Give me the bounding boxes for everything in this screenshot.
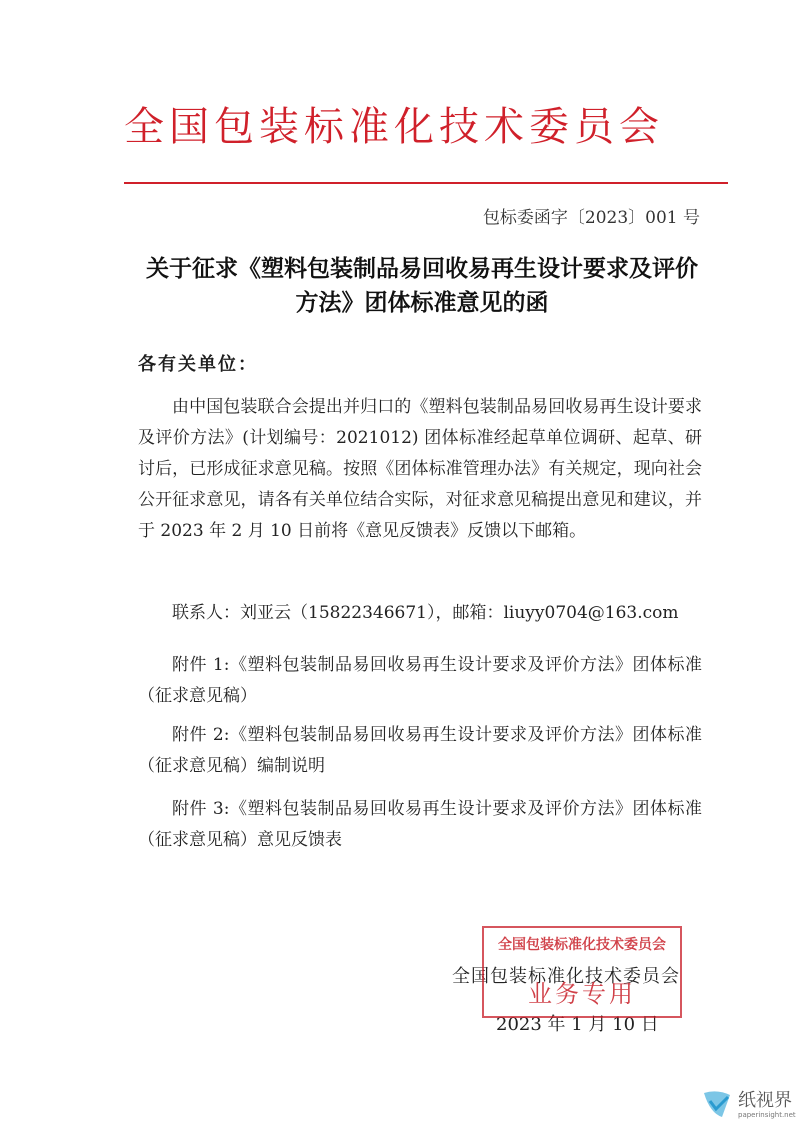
body-paragraph: 由中国包装联合会提出并归口的《塑料包装制品易回收易再生设计要求及评价方法》(计划编号：2021012) 团体标准经起草单位调研、起草、研讨后，已形成征求意见稿。按照《团体标准管理办法》有关规定，现向社会公开征求意见，请各有关单位结合实际，对征求意见稿提出意见和建议，并于 2023 年 2 月 10 日前将《意见反馈表》反馈以下邮箱。	[138, 397, 702, 541]
watermark-title: 纸视界	[738, 1090, 792, 1111]
signature-date: 2023 年 1 月 10 日	[496, 1014, 659, 1035]
stamp-bottom-text: 业务专用	[528, 980, 636, 1008]
signer-name: 全国包装标准化技术委员会	[452, 966, 680, 987]
paperinsight-logo-icon	[700, 1087, 734, 1121]
salutation: 各有关单位：	[138, 354, 258, 375]
attachment-2: 附件 2:《塑料包装制品易回收易再生设计要求及评价方法》团体标准（征求意见稿）编制说明	[138, 725, 702, 776]
stamp-top-text: 全国包装标准化技术委员会	[498, 937, 666, 953]
document-title: 关于征求《塑料包装制品易回收易再生设计要求及评价方法》团体标准意见的函	[146, 255, 698, 316]
official-seal-stamp	[482, 926, 682, 1018]
contact-line: 联系人：刘亚云（15822346671），邮箱：liuyy0704@163.com	[172, 603, 679, 623]
letterhead-title: 全国包装标准化技术委员会	[124, 104, 664, 150]
letterhead-rule	[124, 182, 728, 184]
document-number: 包标委函字〔2023〕001 号	[482, 208, 700, 228]
attachment-3: 附件 3:《塑料包装制品易回收易再生设计要求及评价方法》团体标准（征求意见稿）意见反馈表	[138, 799, 702, 850]
watermark-url: paperinsight.net	[738, 1111, 796, 1119]
site-watermark	[700, 1083, 796, 1127]
attachment-1: 附件 1:《塑料包装制品易回收易再生设计要求及评价方法》团体标准（征求意见稿）	[138, 655, 702, 706]
